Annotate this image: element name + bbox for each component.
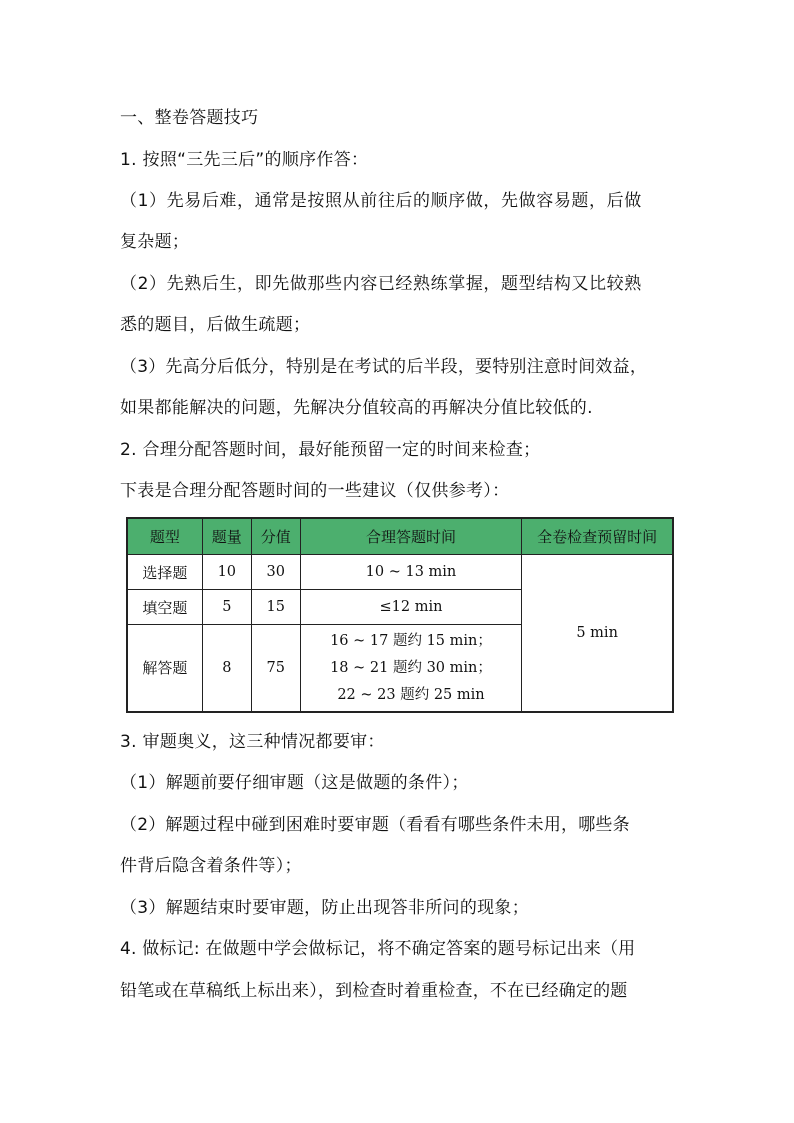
header-cell-count: 题量 [202, 519, 251, 555]
cell-count: 8 [202, 625, 251, 712]
paragraph-line: 下表是合理分配答题时间的一些建议（仅供参考）： [120, 481, 510, 501]
cell-check-time: 5 min [522, 555, 673, 712]
table-header-row [128, 519, 673, 555]
cell-type: 填空题 [128, 590, 203, 625]
cell-type: 选择题 [128, 555, 203, 590]
paragraph-line: （3）解题结束时要审题，防止出现答非所问的现象； [120, 898, 530, 918]
paragraph-line: （1）先易后难，通常是按照从前往后的顺序做，先做容易题，后做 [120, 191, 642, 211]
cell-count: 5 [202, 590, 251, 625]
cell-time: ≤12 min [300, 590, 522, 625]
table-row [128, 555, 673, 590]
paragraph-line: 1. 按照“三先三后”的顺序作答： [120, 150, 369, 170]
paragraph-line: 3. 审题奥义，这三种情况都要审： [120, 732, 385, 752]
cell-score: 15 [251, 590, 300, 625]
paragraph-line: （3）先高分后低分，特别是在考试的后半段，要特别注意时间效益， [120, 357, 648, 377]
paragraph-line: 铅笔或在草稿纸上标出来），到检查时着重检查，不在已经确定的题 [120, 981, 628, 1001]
paragraph-line: （2）先熟后生，即先做那些内容已经熟练掌握，题型结构又比较熟 [120, 274, 642, 294]
paragraph-line: 复杂题； [120, 232, 190, 252]
time-allocation-table [127, 518, 673, 712]
cell-score: 30 [251, 555, 300, 590]
cell-time-multi [300, 625, 522, 712]
paragraph-line: 悉的题目，后做生疏题； [120, 315, 311, 335]
header-cell-time: 合理答题时间 [300, 519, 522, 555]
header-cell-type: 题型 [128, 519, 203, 555]
time-line: 22 ~ 23 题约 25 min [337, 686, 485, 703]
paragraph-line: 2. 合理分配答题时间，最好能预留一定的时间来检查； [120, 440, 541, 460]
paragraph-line: （1）解题前要仔细审题（这是做题的条件）； [120, 773, 469, 793]
paragraph-line: 如果都能解决的问题，先解决分值较高的再解决分值比较低的. [120, 398, 593, 418]
paragraph-line: （2）解题过程中碰到困难时要审题（看看有哪些条件未用，哪些条 [120, 815, 630, 835]
header-cell-score: 分值 [251, 519, 300, 555]
cell-type: 解答题 [128, 625, 203, 712]
cell-time: 10 ~ 13 min [300, 555, 522, 590]
paragraph-line: 4. 做标记: 在做题中学会做标记，将不确定答案的题号标记出来（用 [120, 939, 636, 959]
cell-count: 10 [202, 555, 251, 590]
paragraph-line: 件背后隐含着条件等）； [120, 856, 302, 876]
section-heading: 一、整卷答题技巧 [120, 108, 259, 128]
time-line: 16 ~ 17 题约 15 min； [330, 632, 492, 649]
cell-score: 75 [251, 625, 300, 712]
header-cell-check-time: 全卷检查预留时间 [522, 519, 673, 555]
time-line: 18 ~ 21 题约 30 min； [330, 659, 492, 676]
